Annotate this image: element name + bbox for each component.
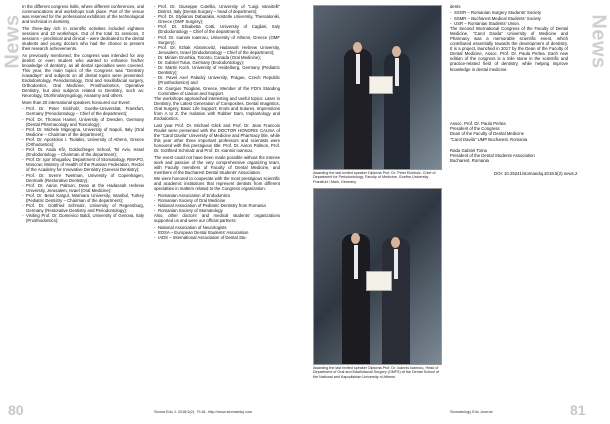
speaker-list bbox=[22, 106, 144, 223]
paragraph: We were honored to cooperate with the most prestigious scientific and academic institutions that represent dentists from different specialties in matters related to the Congress organization: bbox=[154, 176, 280, 192]
page-number-right: 81 bbox=[570, 402, 586, 418]
list-item: - Dr. Gabriel Tulus, Germany (Endodontology); bbox=[154, 60, 280, 65]
right-page bbox=[300, 0, 610, 424]
paragraph: The workshops approached interesting and useful topics: Laser in Dentistry, the Latest Generation of Composites, Dental Imagistics, Oral Surgery, Basic Life Support; Knots and Sutures, Impressions from A to Z, the Isolation with Rubber Dam, Implantology and Endodontics. bbox=[154, 95, 280, 122]
paragraph: The Second International Congress of the Faculty of Dental Medicine, "Carol Davila" University of Medicine and Pharmacy was a memorable scientific event, which contributed essentially towards the development of dentistry. It is a project, launched in 2017 by the Dean of the Faculty of Dental Medicine, Assoc. Prof. Dr. Paula Perlea. Each new edition of the congress is a mile stone in the scientific and practice-related field of dentistry, while helping improve knowledge in dental medicine. bbox=[450, 25, 568, 72]
signatory-role: President of the Dental Students Association bbox=[450, 153, 535, 159]
list-item: - Prof. Dr. Betul Kargul, Marmara University, Istanbul, Turkey (Pediatric Dentistry – Chairman of the department); bbox=[22, 193, 144, 203]
list-item: - Prof. Dr. Igor Shugailov, Department of Stomatology, RMAPO, Moscow; Ministry of Health of the Russian Federation, Rector of the Academy for Innovative Dentistry (General Dentistry); bbox=[22, 157, 144, 172]
list-item: - Prof. Dr. Giuseppe Cotellia, University of "Luigi Vanvitelli" District, Italy (Dental Surgery – head of department); bbox=[154, 4, 280, 14]
list-item: - Prof. Dr. Anda Kfir, Goldschleger School, Tel Aviv, Israel (Endodontology – Chairman of the department); bbox=[22, 147, 144, 157]
list-item: - Prof. Dr. Aaron Palmon, Dean at the Hadassah Hebrew University, Jerusalem, Israel (Oral Medicine); bbox=[22, 183, 144, 193]
list-item: - Prof. Dr. Peter Eickholz, Goethe-Universitat, Frankfurt, Germany (Periodontology – Chief of the department); bbox=[22, 106, 144, 116]
list-item: - Dr. Pavel Axel Palacký University, Prague, Czech Republic (Prosthodontics) and bbox=[154, 75, 280, 85]
footer-right: Stomatology Edu Journal bbox=[450, 410, 493, 414]
list-item: - Prof. Dr. Gottfried Schmalz, University of Regensburg, Germany (Restorative Dentistry and Periodontology); bbox=[22, 203, 144, 213]
photo-caption-bottom: Awarding the last invited speaker Diploma Prof. Dr. Ioannis Ioannou, Head of Department of Oral and Maxillofacial Surgery (OMFS) at the Dental School of the National and Kapodistrian University of Athens. bbox=[313, 366, 440, 379]
photo-award-eickholz bbox=[313, 5, 442, 170]
left-column-1 bbox=[22, 4, 144, 224]
partner-list bbox=[154, 225, 280, 240]
list-item: - SSMR – Bucharest Medical Students' Society bbox=[450, 16, 568, 21]
paragraph: The event could not have been made possible without the intense work and passion of the very comprehensive organizing team, with Faculty members of Faculty of Dental Medicine, and members of the Bucharest Dental Students' Association. bbox=[154, 154, 280, 175]
paragraph: Also, other doctors' and medical students' organizations supported us and were our official partners: bbox=[154, 213, 280, 224]
list-item: - IADS – International Association of Dental Stu- bbox=[154, 235, 280, 240]
paragraph: The three-day rich in scientific activities included eighteen sessions and 10 workshops. Out of the total 31 sessions, 2 sessions – preclinical and clinical – were dedicated to the dental students and young doctors who had the chance to present their research achievements. bbox=[22, 25, 144, 52]
signatory-name: Assoc. Prof. Dr. Paula Perlea bbox=[450, 121, 506, 126]
organization-list bbox=[450, 10, 568, 25]
list-item: - Romanian Association of Endodontics bbox=[154, 193, 280, 198]
list-item: - National Association of Pediatric Dentistry from Romania bbox=[154, 203, 280, 208]
signatory-detail: Bucharest, Romania bbox=[450, 158, 489, 164]
list-item: - Dr. Miriam Grushka, Toronto, Canada (Oral Medicine); bbox=[154, 55, 280, 60]
signatory-role: President of the Congress bbox=[450, 126, 500, 132]
doi-text: DOI: 10.25241/stomaeduj.2018.5(2).news.2 bbox=[494, 171, 578, 176]
list-item: - Prof. Dr. Thomas Hamel, University of Dresden, Germany (Dental Pharmacology and Toxicology); bbox=[22, 117, 144, 127]
list-item: - Prof. Dr. Stylianos Dabarakis, Aristotle University, Thessaloniki, Greece (OMF Surgery); bbox=[154, 14, 280, 24]
signatory-detail: "Carol Davila" UMP Bucharest, Romania bbox=[450, 136, 528, 142]
list-item: - EDSA – European Dental Students' Association bbox=[154, 230, 280, 235]
section-title-left: News bbox=[1, 14, 24, 69]
signature-block-2 bbox=[450, 148, 570, 164]
paragraph: dents bbox=[450, 4, 461, 9]
photo-caption-top: Awarding the last invited speaker Diploma Prof. Dr. Peter Eickholz, Chief of Department for Periodontology, Faculty of Medicine, Goethe-University Frankfurt / Main, Germany bbox=[313, 171, 436, 184]
list-item: - SSOR – Romanian Surgery Students' Society bbox=[450, 10, 568, 15]
list-item: - Dr. Martin Koch, University of Heidelberg, Germany (Pediatric Dentistry); bbox=[154, 65, 280, 75]
list-item: - Dr. Giorgios Tsiogkas, Greece, Member of the FDI's Standing Committee of Liaison and Support. bbox=[154, 86, 280, 96]
left-column-2 bbox=[154, 4, 280, 240]
institution-list bbox=[154, 193, 280, 213]
list-item: - Prof. Dr. Michele Mignogna, University of Napoli, Italy (Oral Medicine – Chairman of the department); bbox=[22, 127, 144, 137]
footer-left: Stoma Edu J. 2018;5(2): 79-81. http://www.stomaeduj.com bbox=[154, 410, 253, 414]
list-item: - National Association of Neurologists bbox=[154, 225, 280, 230]
paragraph: As previously mentioned, the congress was intended for any dentist or even student who wanted to enhance his/her knowledge of dentistry, as all dental specialties were covered. This year, the main topics of the Congress was "Dentistry nowadays" and subjects on all dental topics were presented: Endodontology, Periodontology, Oral and maxillofacial surgery, Orthodontics, Oral Medicine, Prosthodontics, Operative Dentistry, but also subjects related to Dentistry, such as: Neurology, Otorhinolaryngology, Anatomy and others. bbox=[22, 52, 144, 99]
signature-block-1 bbox=[450, 121, 570, 142]
photo-award-ioannou bbox=[313, 188, 442, 365]
paragraph: In the different congress halls, where different conferences, oral communications and workshops took place. Part of the venue was reserved for the professional exhibitors of the technological and technical in dentistry. bbox=[22, 4, 144, 25]
paragraph: More than 20 international speakers honoured our Event: bbox=[22, 99, 131, 105]
section-title-right: News bbox=[587, 14, 610, 69]
list-item: - Prof. Dr. Sverre Twetman, University of Copenhagen, Denmark (Restorative Dentistry); bbox=[22, 173, 144, 183]
paragraph: Last year Prof. Dr. Michael Glick and Prof. Dr. Jean Francois Roulet were presented with the DOCTOR HONORIS CAUSA of the "Carol Davila" University of Medicine and Pharmacy title, while this year other three important professors and scientists were honoured with this prestigious title: Prof. Dr. Aaron Palmon, Prof. Dr. Gottfried Schmalz and Prof. Dr. Ioannis Ioannou. bbox=[154, 122, 280, 154]
right-column bbox=[450, 4, 568, 73]
page-number-left: 80 bbox=[8, 402, 24, 418]
list-item: - Prof. Dr. Itzhak Abramovitz, Hadassah Hebrew University, Jerusalem, Israel (Endodontology – Chief of the department); bbox=[154, 45, 280, 55]
list-item: - Prof. Dr. Apostolos I. Tsolakis, University of Athens, Greece (Orthodontics); bbox=[22, 137, 144, 147]
list-item: - Romanian Society of Oral Medicine bbox=[154, 198, 280, 203]
list-item: - Prof. Dr. Elisabetta Cotti, University of Cagliari, Italy (Endodontology – Chief of the department); bbox=[154, 24, 280, 34]
speaker-list bbox=[154, 4, 280, 96]
signatory-detail: Dean of the Faculty of Dental Medicine bbox=[450, 131, 525, 137]
signatory-name: Radu Gabriel Toma bbox=[450, 148, 487, 153]
list-item: - USR – Romanian Students' Union. bbox=[450, 21, 568, 26]
list-item: - Prof. Dr. Ioannis Ioannou, University of Athens, Greece (OMF Surgery); bbox=[154, 35, 280, 45]
list-item: - Romanian Society of Stomatology bbox=[154, 208, 280, 213]
left-page bbox=[0, 0, 300, 424]
list-item: - Visiting Prof. Dr. Domenico Baldi, University of Genova, Italy (Prosthodontics); bbox=[22, 213, 144, 223]
